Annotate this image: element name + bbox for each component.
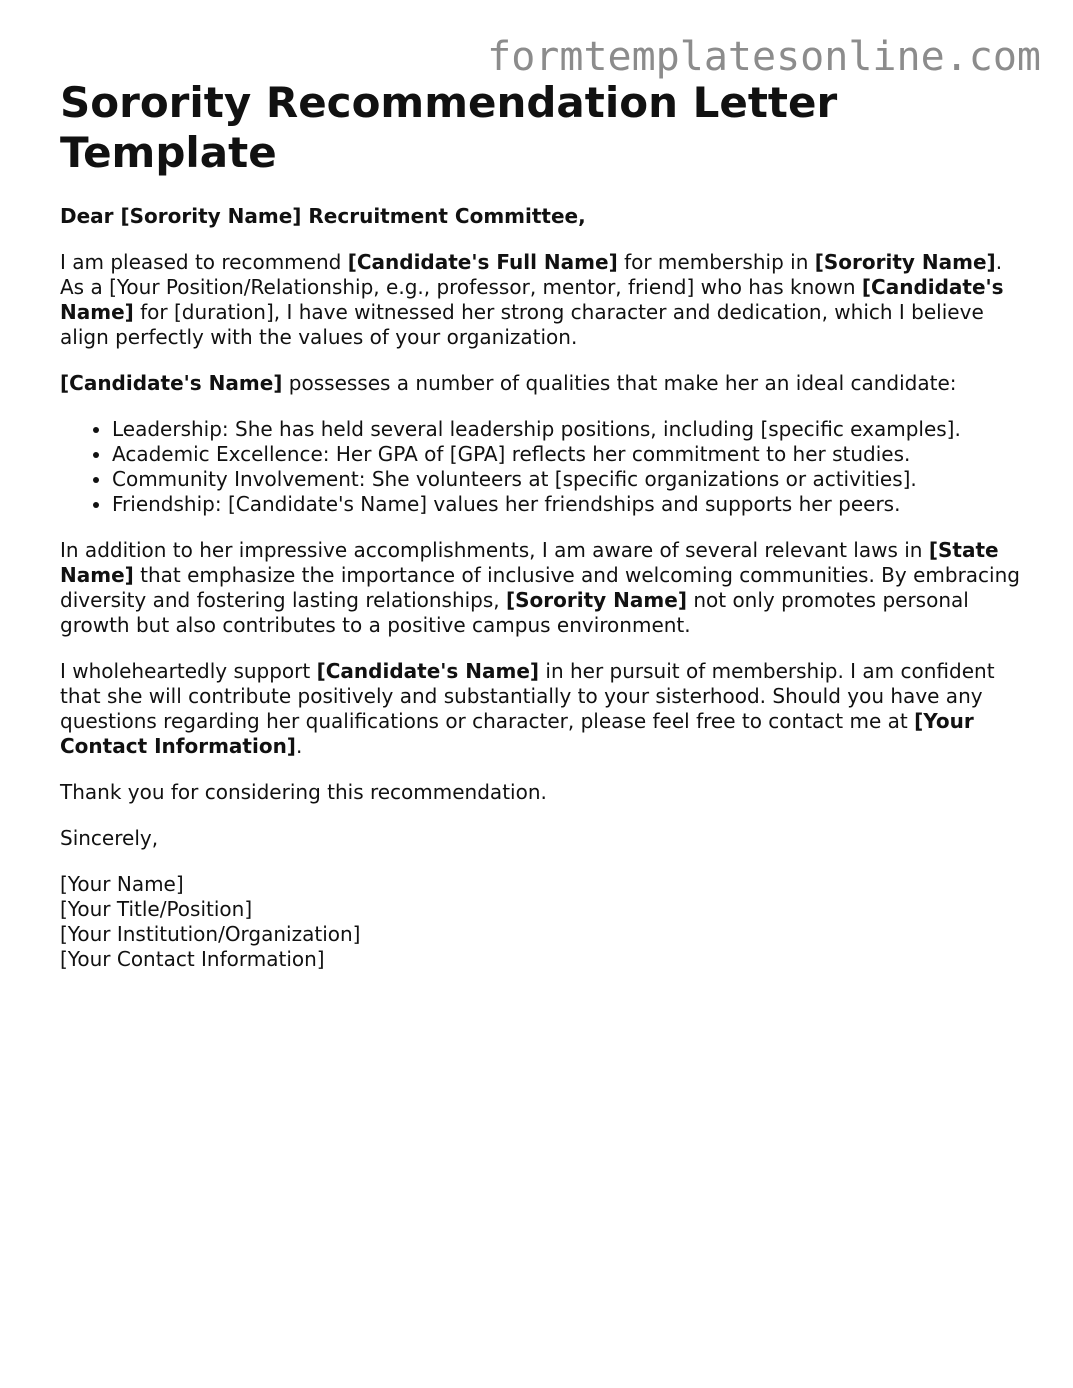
laws-text-1: In addition to her impressive accomplishments, I am aware of several relevant laws in <box>60 538 929 562</box>
candidate-name-placeholder: [Candidate's Name] <box>60 275 1004 324</box>
sorority-name-placeholder: [Sorority Name] <box>814 250 996 274</box>
signature-institution: [Your Institution/Organization] <box>60 922 361 946</box>
signature-contact: [Your Contact Information] <box>60 947 325 971</box>
signature-block <box>60 872 1020 972</box>
contact-info-placeholder: [Your Contact Information] <box>60 709 974 758</box>
list-item: • Friendship: [Candidate's Name] values her friendships and supports her peers. <box>112 492 1020 517</box>
list-item: • Leadership: She has held several leadership positions, including [specific examples]. <box>112 417 1020 442</box>
intro-text-2: for membership in <box>617 250 815 274</box>
watermark: formtemplatesonline.com <box>487 34 1041 80</box>
signature-title: [Your Title/Position] <box>60 897 253 921</box>
state-name-placeholder: [State Name] <box>60 538 999 587</box>
intro-text-1: I am pleased to recommend <box>60 250 348 274</box>
list-item: • Academic Excellence: Her GPA of [GPA] reflects her commitment to her studies. <box>112 442 1020 467</box>
letter-document <box>60 78 1020 993</box>
intro-text-4: for [duration], I have witnessed her strong character and dedication, which I believe align perfectly with the values of your organization. <box>60 300 984 349</box>
signature-name: [Your Name] <box>60 872 184 896</box>
salutation: Dear [Sorority Name] Recruitment Committee, <box>60 204 586 228</box>
laws-text-2: that emphasize the importance of inclusive and welcoming communities. By embracing diversity and fostering lasting relationships, <box>60 563 1020 612</box>
support-text-2: in her pursuit of membership. I am confident that she will contribute positively and substantially to your sisterhood. Should you have any questions regarding her qualifications or character, please feel free to contact me at <box>60 659 995 733</box>
closing: Sincerely, <box>60 826 159 850</box>
intro-text-3: . As a [Your Position/Relationship, e.g., professor, mentor, friend] who has known <box>60 250 1003 299</box>
qualities-intro-text: possesses a number of qualities that make her an ideal candidate: <box>282 371 957 395</box>
laws-text-3: not only promotes personal growth but also contributes to a positive campus environment. <box>60 588 969 637</box>
page-title: Sorority Recommendation Letter Template <box>60 78 838 177</box>
qualities-intro-paragraph <box>60 371 1020 396</box>
candidate-name-placeholder: [Candidate's Name] <box>316 659 540 683</box>
laws-paragraph <box>60 538 1020 638</box>
support-text-3: . <box>295 734 303 758</box>
intro-paragraph <box>60 250 1020 350</box>
sorority-name-placeholder: [Sorority Name] <box>506 588 687 612</box>
qualities-list <box>60 417 1020 517</box>
list-item: • Community Involvement: She volunteers at [specific organizations or activities]. <box>112 467 1020 492</box>
candidate-name-placeholder: [Candidate's Name] <box>60 371 283 395</box>
candidate-full-name-placeholder: [Candidate's Full Name] <box>347 250 618 274</box>
thanks-paragraph: Thank you for considering this recommendation. <box>60 780 547 804</box>
support-text-1: I wholeheartedly support <box>60 659 317 683</box>
support-paragraph <box>60 659 1020 759</box>
